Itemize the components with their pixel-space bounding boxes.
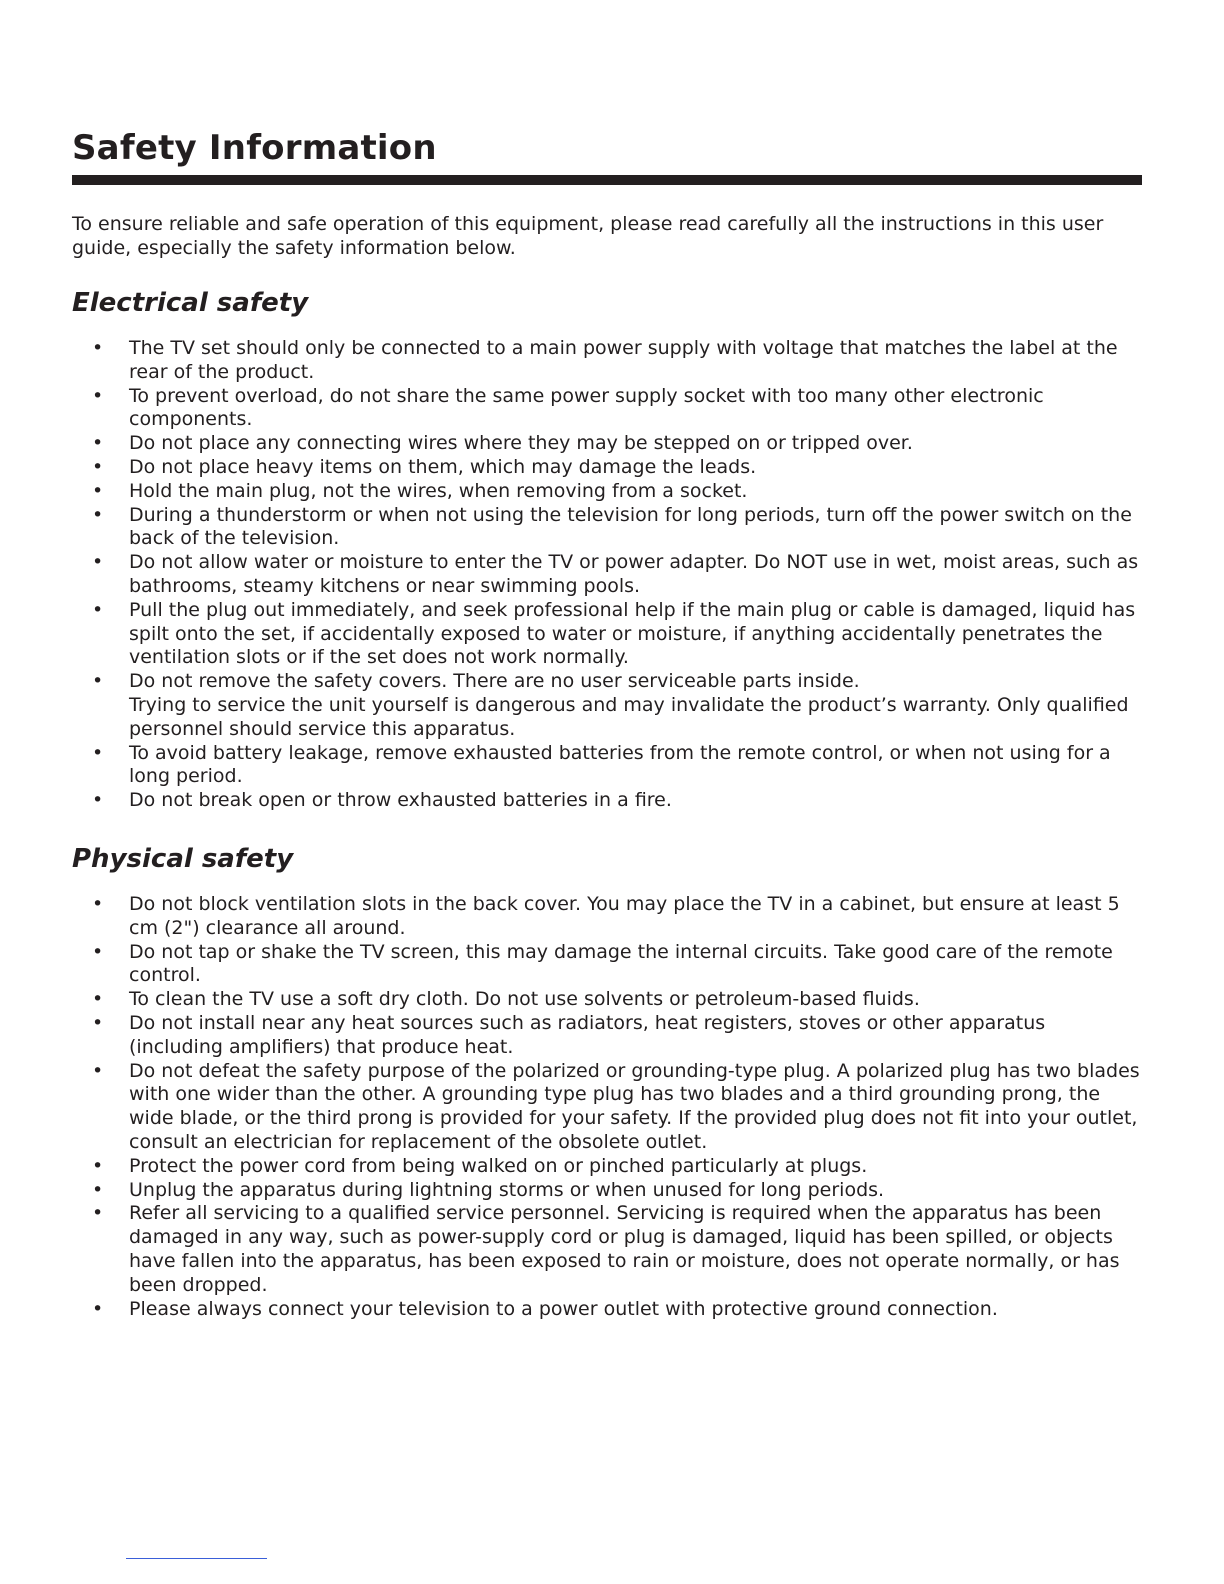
list-item-text: Hold the main plug, not the wires, when removing from a socket. xyxy=(129,479,748,502)
list-item xyxy=(72,480,1142,504)
bullet-icon: • xyxy=(92,670,104,693)
list-item xyxy=(72,988,1142,1012)
list-item xyxy=(72,1202,1142,1297)
electrical-safety-list xyxy=(72,337,1142,813)
list-item-text: Do not break open or throw exhausted batteries in a fire. xyxy=(129,789,672,812)
bullet-icon: • xyxy=(92,940,104,963)
list-item xyxy=(72,941,1142,989)
list-item-text: The TV set should only be connected to a main power supply with voltage that matches the label at the rear of the product. xyxy=(129,337,1118,383)
bullet-icon: • xyxy=(92,337,104,359)
bullet-icon: • xyxy=(92,384,104,407)
bullet-icon: • xyxy=(92,1011,104,1034)
list-item xyxy=(72,551,1142,599)
bullet-icon: • xyxy=(92,988,104,1011)
list-item-text: During a thunderstorm or when not using the television for long periods, turn off the power switch on the back of the television. xyxy=(129,503,1132,550)
list-item-text: Do not place heavy items on them, which may damage the leads. xyxy=(129,455,757,478)
bullet-icon: • xyxy=(92,1178,104,1201)
list-item-text: Do not allow water or moisture to enter the TV or power adapter. Do NOT use in wet, moist areas, such as bathrooms, steamy kitchens or near swimming pools. xyxy=(129,551,1139,597)
page-title: Safety Information xyxy=(72,128,437,168)
bullet-icon: • xyxy=(92,1297,104,1320)
list-item xyxy=(72,742,1142,790)
list-item xyxy=(72,893,1142,941)
list-item xyxy=(72,670,1142,741)
list-item-text: Do not block ventilation slots in the back cover. You may place the TV in a cabinet, but ensure at least 5 cm (2") clearance all around. xyxy=(129,893,1120,939)
bullet-icon: • xyxy=(92,598,104,621)
bullet-icon: • xyxy=(92,551,104,574)
physical-safety-heading: Physical safety xyxy=(72,844,294,874)
list-item xyxy=(72,1060,1142,1155)
physical-safety-section xyxy=(72,843,1142,1321)
footer-link-underline xyxy=(126,1558,267,1559)
electrical-safety-heading: Electrical safety xyxy=(72,288,309,318)
intro-paragraph: To ensure reliable and safe operation of this equipment, please read carefully all the instructions in this user guide, especially the safety information below. xyxy=(72,213,1104,259)
list-item xyxy=(72,1179,1142,1203)
list-item xyxy=(72,599,1142,670)
list-item xyxy=(72,385,1142,433)
list-item-text: To avoid battery leakage, remove exhausted batteries from the remote control, or when not using for a long period. xyxy=(129,741,1111,788)
bullet-icon: • xyxy=(92,1202,104,1225)
bullet-icon: • xyxy=(92,1059,104,1082)
list-item-text: Refer all servicing to a qualified service personnel. Servicing is required when the apparatus has been damaged in any way, such as power-supply cord or plug is damaged, liquid has been spilled, or objects have fallen into the apparatus, has been exposed to rain or moisture, does not operate normally, or has been dropped. xyxy=(129,1202,1120,1296)
list-item-text: Do not place any connecting wires where they may be stepped on or tripped over. xyxy=(129,432,913,455)
list-item-text: Do not install near any heat sources such as radiators, heat registers, stoves or other apparatus (including amplifiers) that produce heat. xyxy=(129,1011,1046,1058)
title-divider xyxy=(72,175,1142,185)
list-item xyxy=(72,1298,1142,1322)
list-item xyxy=(72,504,1142,552)
list-item xyxy=(72,456,1142,480)
bullet-icon: • xyxy=(92,503,104,526)
list-item xyxy=(72,337,1142,385)
list-item-text: Do not tap or shake the TV screen, this may damage the internal circuits. Take good care of the remote control. xyxy=(129,940,1113,987)
list-item-text: Protect the power cord from being walked on or pinched particularly at plugs. xyxy=(129,1154,868,1177)
list-item-text: Do not remove the safety covers. There are no user serviceable parts inside. Trying to service the unit yourself is dangerous and may invalidate the product’s warranty. Only qualified personnel should service this apparatus. xyxy=(129,670,1129,740)
list-item-text: Please always connect your television to a power outlet with protective ground connection. xyxy=(129,1297,998,1320)
bullet-icon: • xyxy=(92,789,104,812)
list-item-text: Do not defeat the safety purpose of the polarized or grounding-type plug. A polarized plug has two blades with one wider than the other. A grounding type plug has two blades and a third grounding prong, the wide blade, or the third prong is provided for your safety. If the provided plug does not fit into your outlet, consult an electrician for replacement of the obsolete outlet. xyxy=(129,1059,1140,1153)
list-item-text: Unplug the apparatus during lightning storms or when unused for long periods. xyxy=(129,1178,885,1201)
list-item-text: To prevent overload, do not share the same power supply socket with too many other electronic components. xyxy=(129,384,1044,431)
physical-safety-list xyxy=(72,893,1142,1321)
bullet-icon: • xyxy=(92,479,104,502)
bullet-icon: • xyxy=(92,741,104,764)
bullet-icon: • xyxy=(92,432,104,455)
bullet-icon: • xyxy=(92,893,104,915)
bullet-icon: • xyxy=(92,455,104,478)
bullet-icon: • xyxy=(92,1154,104,1177)
list-item xyxy=(72,1012,1142,1060)
list-item xyxy=(72,1155,1142,1179)
electrical-safety-section xyxy=(72,287,1142,813)
list-item xyxy=(72,789,1142,813)
list-item-text: Pull the plug out immediately, and seek professional help if the main plug or cable is damaged, liquid has spilt onto the set, if accidentally exposed to water or moisture, if anything accidentally penetrates the ventilation slots or if the set does not work normally. xyxy=(129,598,1136,669)
list-item-text: To clean the TV use a soft dry cloth. Do not use solvents or petroleum-based fluids. xyxy=(129,988,920,1011)
list-item xyxy=(72,432,1142,456)
